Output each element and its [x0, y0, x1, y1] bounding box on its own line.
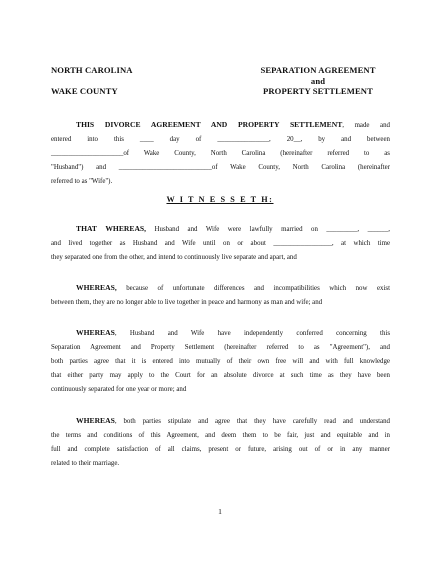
p4-line-1 — [51, 414, 390, 429]
p3-line-1 — [51, 326, 390, 341]
p3-line-5: continuously separated for one year or more; and — [51, 385, 187, 393]
p2-line-2: between them, they are no longer able to live together in peace and harmony as man and wife; and — [51, 298, 323, 306]
p2-line-1-tail: because of unfortunate differences and incompatibilities which now exist — [116, 285, 390, 292]
header-county: WAKE COUNTY — [51, 86, 118, 96]
p1-line-2: and lived together as Husband and Wife until on or about _________________, at which time — [51, 239, 390, 247]
p4-bold: WHEREAS — [76, 416, 115, 425]
whereas-paragraph-1 — [51, 222, 390, 265]
intro-bold: THIS DIVORCE AGREEMENT AND PROPERTY SETTLEMENT — [76, 120, 343, 129]
p3-line-2: Separation Agreement and Property Settlement (hereinafter referred to as "Agreement"), and — [51, 343, 390, 351]
p3-line-3: both parties agree that it is entered into mutually of their own free will and with full knowledge — [51, 357, 390, 365]
intro-line-1-tail: , made and — [342, 122, 390, 129]
witnesseth-heading: W I T N E S S E T H: — [166, 195, 274, 204]
whereas-paragraph-3 — [51, 326, 390, 397]
p4-line-3: full and complete satisfaction of all claims, present or future, arising out of or in any manner — [51, 445, 390, 453]
intro-line-5: referred to as "Wife"). — [51, 177, 113, 185]
title-line-3: PROPERTY SETTLEMENT — [263, 86, 373, 97]
whereas-paragraph-2 — [51, 281, 390, 310]
p3-line-4: that either party may apply to the Court for an absolute divorce at such time as they have been — [51, 371, 390, 379]
p1-line-1 — [51, 222, 390, 237]
document-title — [259, 65, 377, 97]
p1-line-1-tail: Husband and Wife were lawfully married on _________, ______, — [146, 226, 390, 233]
p4-line-2: the terms and conditions of this Agreement, and deem them to be fair, just and equitable and in — [51, 431, 390, 439]
p2-bold: WHEREAS, — [76, 283, 117, 292]
intro-line-1 — [51, 118, 390, 133]
p1-line-3: they separated one from the other, and intend to continuously live separate and apart, and — [51, 253, 297, 261]
title-line-2: and — [310, 75, 326, 86]
page-number: 1 — [218, 507, 222, 516]
p3-line-1-tail: , Husband and Wife have independently conferred concerning this — [114, 330, 390, 337]
p4-line-1-tail: , both parties stipulate and agree that they have carefully read and understand — [114, 418, 390, 425]
p4-line-4: related to their marriage. — [51, 459, 120, 467]
header-state: NORTH CAROLINA — [51, 65, 133, 75]
intro-line-2: entered into this ____ day of _______________, 20__, by and between — [51, 135, 390, 143]
title-line-1: SEPARATION AGREEMENT — [260, 65, 376, 75]
whereas-paragraph-4 — [51, 414, 390, 471]
intro-line-4: "Husband") and ___________________________of Wake County, North Carolina (hereinafter — [51, 163, 390, 171]
p2-line-1 — [51, 281, 390, 296]
p1-bold: THAT WHEREAS, — [76, 224, 147, 233]
intro-line-3: _____________________of Wake County, North Carolina (hereinafter referred to as — [51, 149, 390, 157]
intro-paragraph — [51, 118, 390, 189]
p3-bold: WHEREAS — [76, 328, 115, 337]
